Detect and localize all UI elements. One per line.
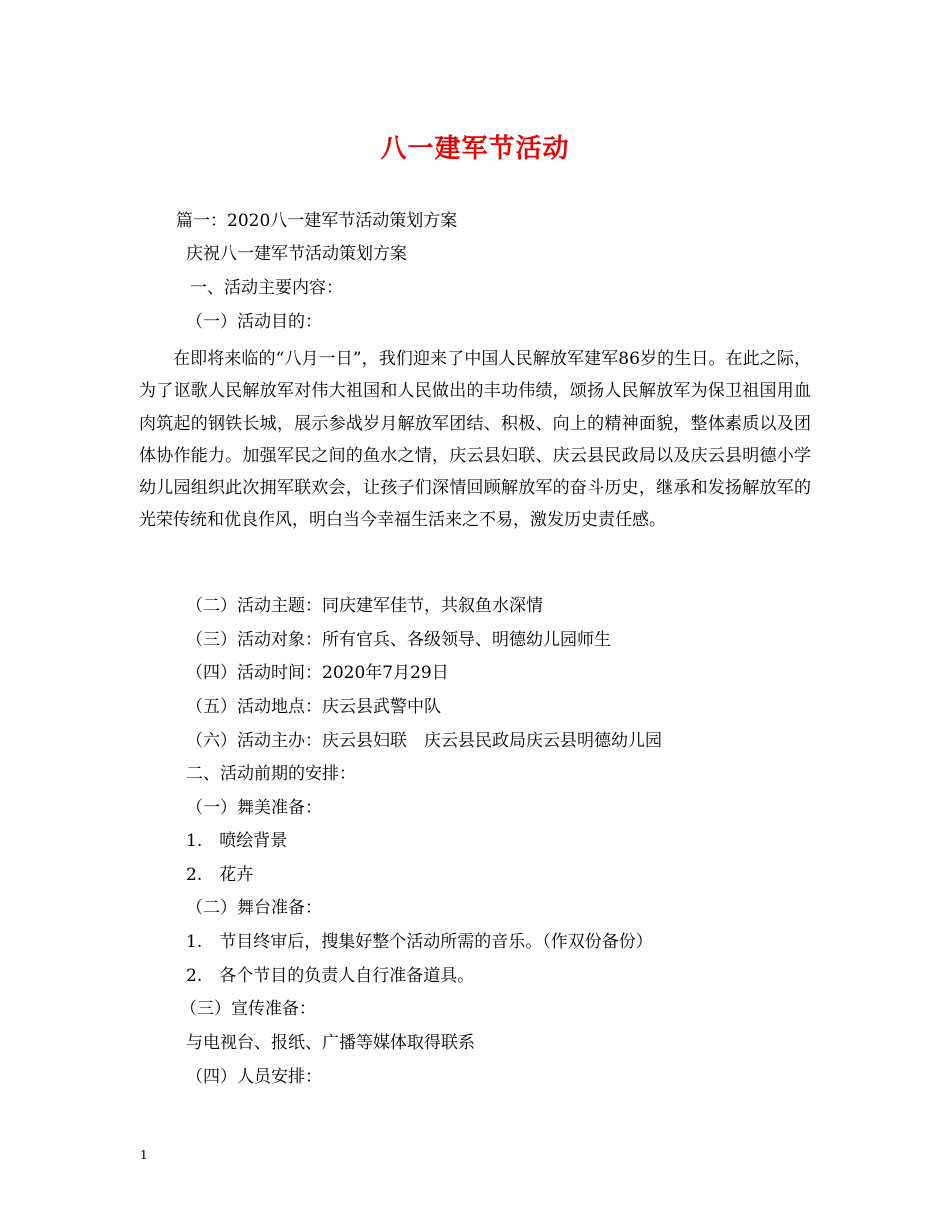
subsection-publicity: （三）宣传准备： [180, 999, 316, 1019]
subsection-organizer: （六）活动主办：庆云县妇联 庆云县民政局庆云县明德幼儿园 [186, 731, 662, 751]
plan-title: 庆祝八一建军节活动策划方案 [186, 244, 407, 264]
subsection-staffing: （四）人员安排： [186, 1067, 322, 1087]
section-heading-1: 篇一：2020八一建军节活动策划方案 [176, 211, 458, 231]
publicity-text: 与电视台、报纸、广播等媒体取得联系 [186, 1033, 475, 1053]
subsection-purpose: （一）活动目的： [186, 312, 322, 332]
subsection-location: （五）活动地点：庆云县武警中队 [186, 697, 441, 717]
list-item: 2. 各个节目的负责人自行准备道具。 [186, 966, 475, 986]
document-title: 八一建军节活动 [380, 134, 570, 164]
page-number: 1 [140, 1148, 148, 1162]
purpose-paragraph: 在即将来临的“八月一日”，我们迎来了中国人民解放军建军86岁的生日。在此之际，为了讴歌人民解放军对伟大祖国和人民做出的丰功伟绩，颂扬人民解放军为保卫祖国用血肉筑起的钢铁长城，展示参战岁月解放军团结、积极、向上的精神面貌，整体素质以及团体协作能力。加强军民之间的鱼水之情，庆云县妇联、庆云县民政局以及庆云县明德小学幼儿园组织此次拥军联欢会，让孩子们深情回顾解放军的奋斗历史，继承和发扬解放军的光荣传统和优良作风，明白当今幸福生活来之不易，激发历史责任感。 [139, 349, 811, 531]
subsection-stage-art: （一）舞美准备： [186, 798, 322, 818]
list-item: 2. 花卉 [186, 865, 254, 885]
subsection-stage: （二）舞台准备： [186, 898, 322, 918]
section-main-content: 一、活动主要内容： [190, 278, 343, 298]
list-item: 1. 节目终审后，搜集好整个活动所需的音乐。（作双份备份） [186, 932, 653, 952]
subsection-audience: （三）活动对象：所有官兵、各级领导、明德幼儿园师生 [186, 630, 611, 650]
section-preparation: 二、活动前期的安排： [186, 764, 356, 784]
list-item: 1. 喷绘背景 [186, 831, 288, 851]
subsection-time: （四）活动时间：2020年7月29日 [186, 663, 449, 683]
subsection-theme: （二）活动主题：同庆建军佳节，共叙鱼水深情 [186, 596, 543, 616]
